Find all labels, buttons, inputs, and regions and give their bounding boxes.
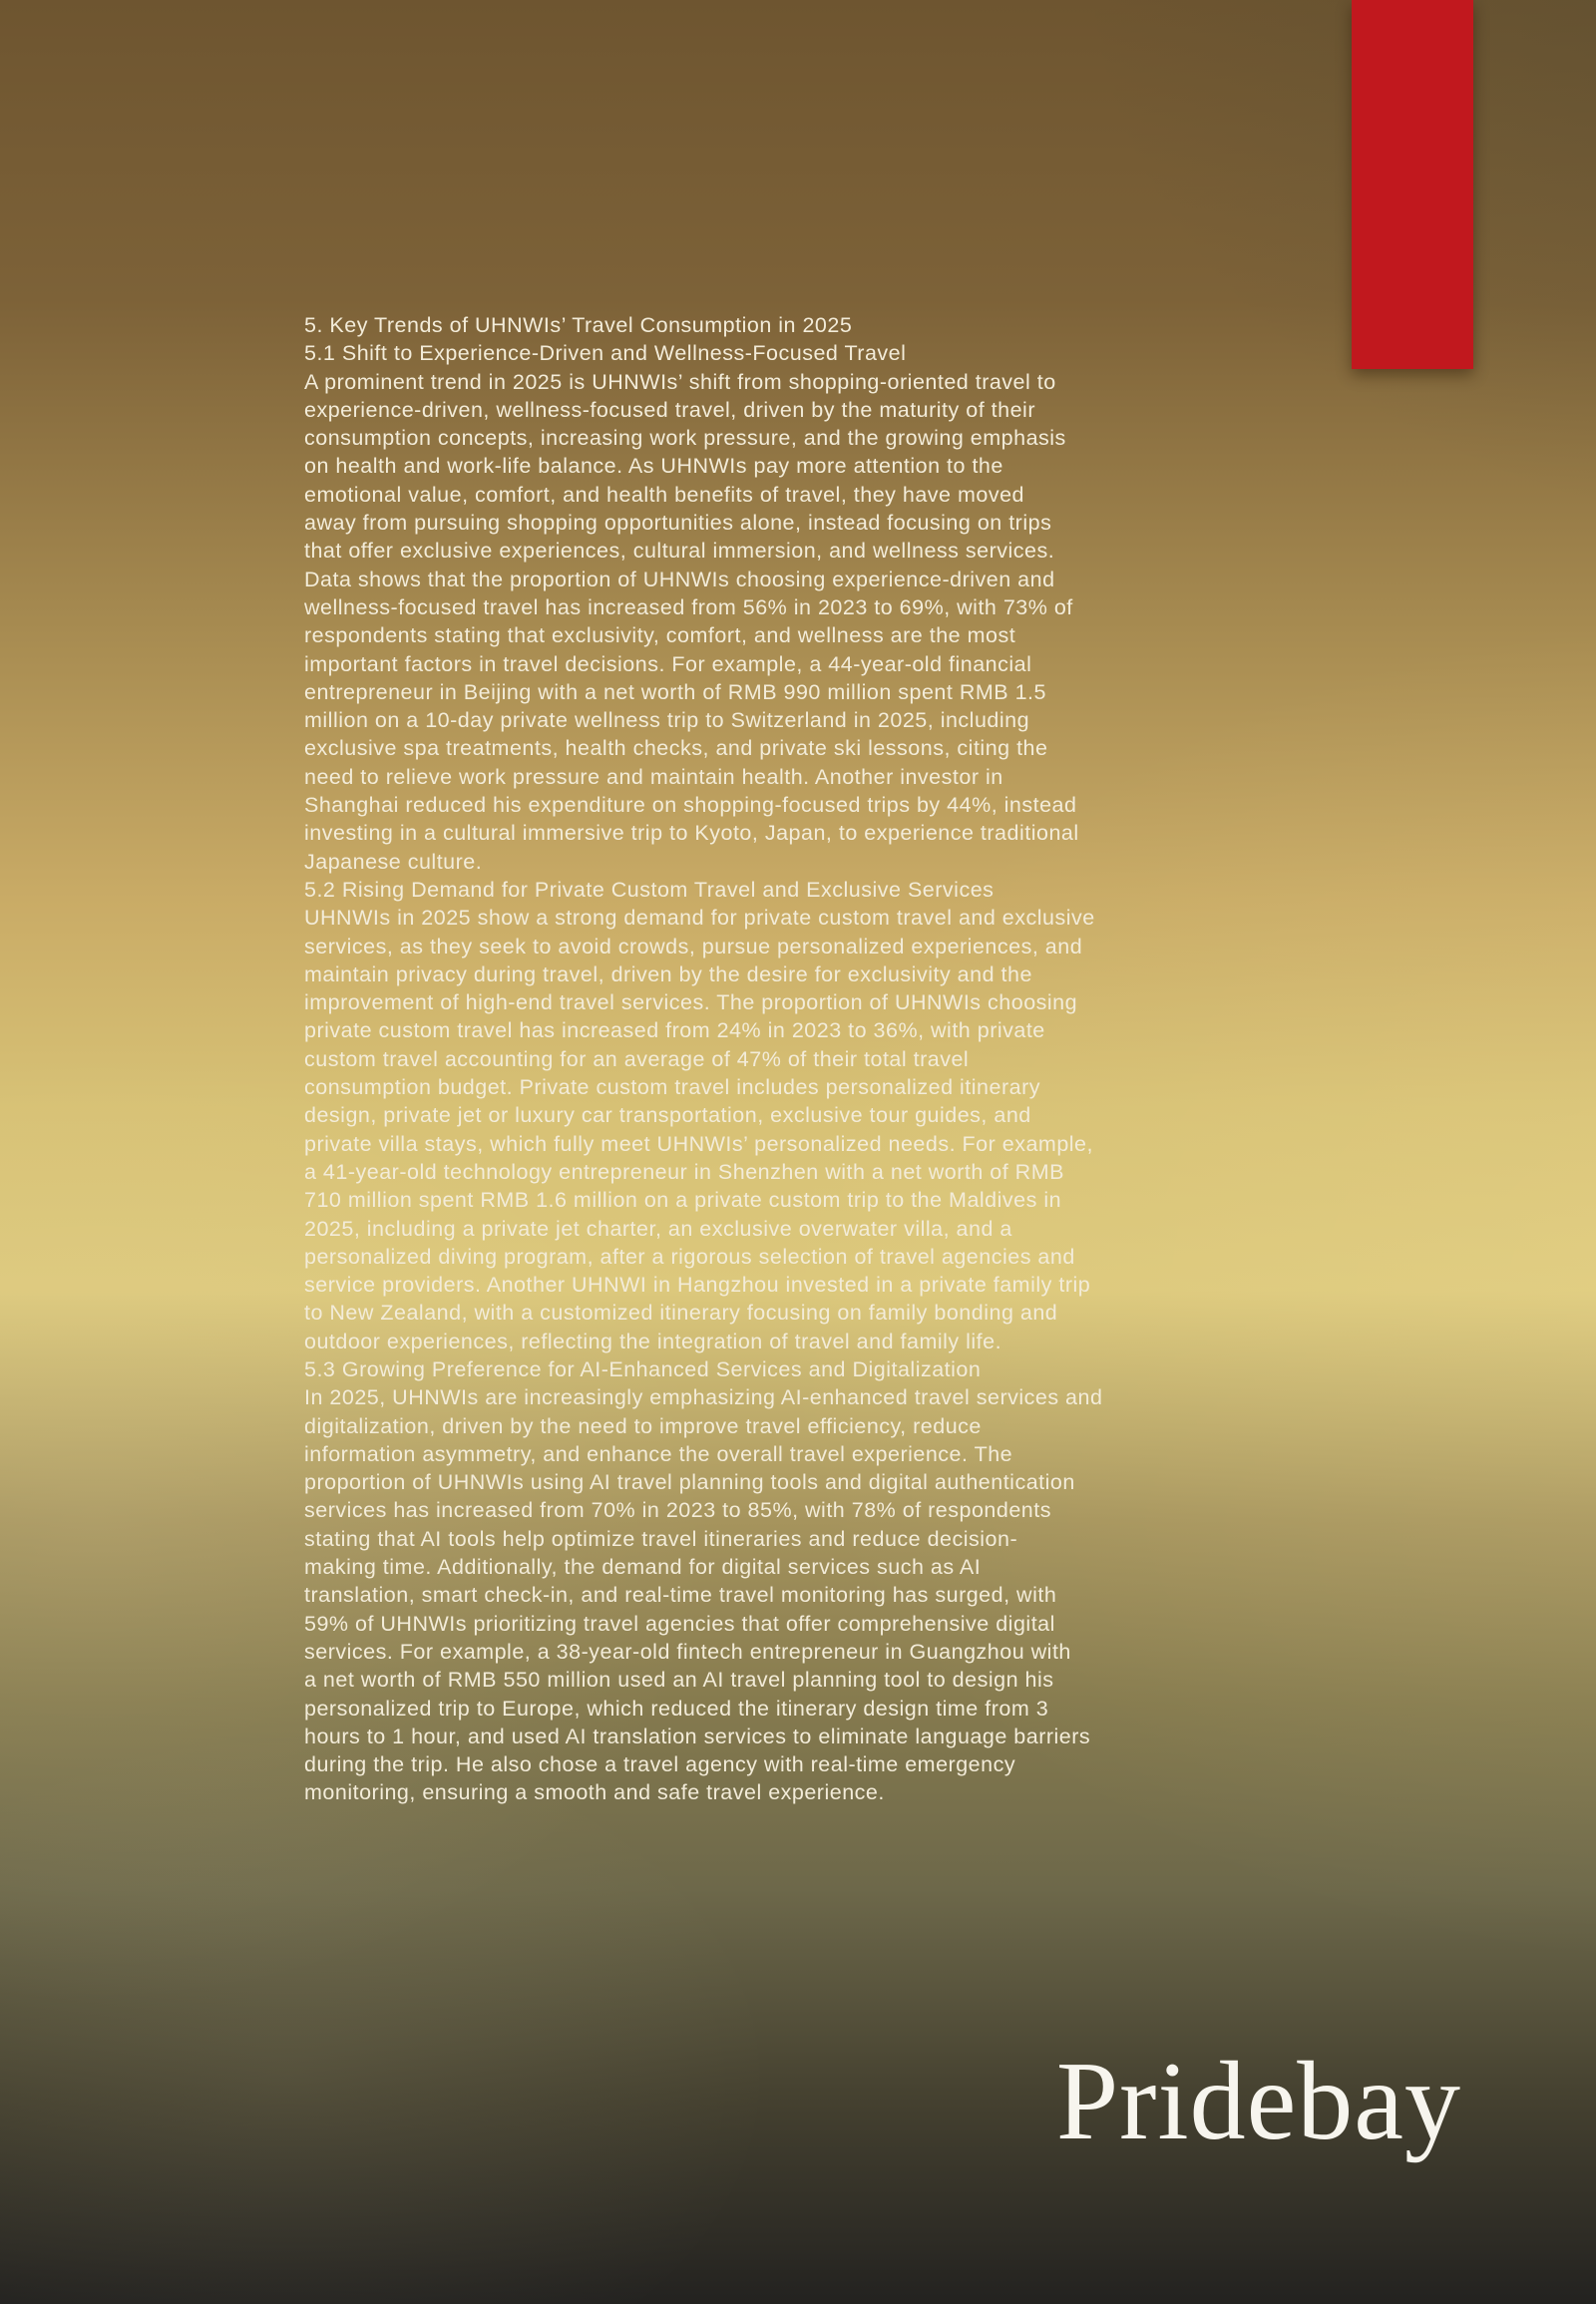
body-line: wellness-focused travel has increased from 56% in 2023 to 69%, with 73% of — [304, 594, 1073, 619]
body-line: digitalization, driven by the need to improve travel efficiency, reduce — [304, 1413, 982, 1438]
red-ribbon-decoration — [1352, 0, 1473, 369]
body-line: personalized diving program, after a rigorous selection of travel agencies and — [304, 1244, 1075, 1269]
body-line: away from pursuing shopping opportunities alone, instead focusing on trips — [304, 511, 1052, 536]
body-line: on health and work-life balance. As UHNWIs pay more attention to the — [304, 454, 1003, 479]
body-line: entrepreneur in Beijing with a net worth of RMB 990 million spent RMB 1.5 — [304, 679, 1046, 704]
body-line: making time. Additionally, the demand for digital services such as AI — [304, 1555, 982, 1580]
body-line: that offer exclusive experiences, cultural immersion, and wellness services. — [304, 539, 1055, 564]
body-line: 59% of UHNWIs prioritizing travel agencies that offer comprehensive digital — [304, 1611, 1055, 1636]
body-line: investing in a cultural immersive trip to Kyoto, Japan, to experience traditional — [304, 821, 1079, 846]
body-line: private villa stays, which fully meet UHNWIs’ personalized needs. For example, — [304, 1131, 1093, 1156]
body-line: exclusive spa treatments, health checks, and private ski lessons, citing the — [304, 736, 1048, 761]
body-line: million on a 10-day private wellness trip to Switzerland in 2025, including — [304, 708, 1030, 733]
report-text — [304, 311, 1102, 1807]
section-heading: 5.1 Shift to Experience-Driven and Wellness-Focused Travel — [304, 341, 907, 366]
body-line: 710 million spent RMB 1.6 million on a private custom trip to the Maldives in — [304, 1188, 1062, 1213]
body-line: custom travel accounting for an average of 47% of their total travel — [304, 1046, 970, 1071]
body-line: Shanghai reduced his expenditure on shopping-focused trips by 44%, instead — [304, 793, 1077, 818]
body-line: hours to 1 hour, and used AI translation services to eliminate language barriers — [304, 1724, 1091, 1748]
body-line: improvement of high-end travel services. The proportion of UHNWIs choosing — [304, 990, 1078, 1015]
body-line: translation, smart check-in, and real-time travel monitoring has surged, with — [304, 1583, 1057, 1608]
body-line: emotional value, comfort, and health benefits of travel, they have moved — [304, 482, 1025, 507]
body-line: UHNWIs in 2025 show a strong demand for private custom travel and exclusive — [304, 906, 1095, 931]
body-line: experience-driven, wellness-focused travel, driven by the maturity of their — [304, 397, 1035, 422]
body-line: design, private jet or luxury car transportation, exclusive tour guides, and — [304, 1103, 1031, 1128]
body-line: important factors in travel decisions. For example, a 44-year-old financial — [304, 651, 1032, 676]
section-heading: 5.3 Growing Preference for AI-Enhanced Services and Digitalization — [304, 1356, 982, 1381]
pridebay-logo: Pridebay — [1055, 2040, 1461, 2163]
body-line: need to relieve work pressure and maintain health. Another investor in — [304, 764, 1003, 789]
body-line: outdoor experiences, reflecting the integration of travel and family life. — [304, 1329, 1002, 1353]
body-line: Data shows that the proportion of UHNWIs choosing experience-driven and — [304, 567, 1055, 591]
body-line: services, as they seek to avoid crowds, pursue personalized experiences, and — [304, 934, 1083, 959]
body-line: consumption concepts, increasing work pressure, and the growing emphasis — [304, 426, 1066, 451]
body-line: service providers. Another UHNWI in Hangzhou invested in a private family trip — [304, 1273, 1091, 1298]
body-line: a net worth of RMB 550 million used an AI travel planning tool to design his — [304, 1668, 1054, 1693]
body-line: maintain privacy during travel, driven by the desire for exclusivity and the — [304, 961, 1032, 986]
body-line: monitoring, ensuring a smooth and safe travel experience. — [304, 1780, 885, 1805]
body-line: personalized trip to Europe, which reduced the itinerary design time from 3 — [304, 1696, 1049, 1721]
body-line: proportion of UHNWIs using AI travel planning tools and digital authentication — [304, 1470, 1075, 1495]
body-line: services. For example, a 38-year-old fintech entrepreneur in Guangzhou with — [304, 1639, 1071, 1664]
body-line: services has increased from 70% in 2023 to 85%, with 78% of respondents — [304, 1498, 1051, 1523]
body-line: a 41-year-old technology entrepreneur in Shenzhen with a net worth of RMB — [304, 1159, 1064, 1184]
body-line: respondents stating that exclusivity, comfort, and wellness are the most — [304, 623, 1016, 648]
body-line: In 2025, UHNWIs are increasingly emphasizing AI-enhanced travel services and — [304, 1385, 1103, 1410]
body-line: during the trip. He also chose a travel agency with real-time emergency — [304, 1752, 1016, 1777]
body-line: A prominent trend in 2025 is UHNWIs’ shift from shopping-oriented travel to — [304, 369, 1056, 394]
body-line: consumption budget. Private custom travel includes personalized itinerary — [304, 1075, 1041, 1100]
body-line: information asymmetry, and enhance the overall travel experience. The — [304, 1441, 1013, 1466]
report-title: 5. Key Trends of UHNWIs’ Travel Consumption in 2025 — [304, 313, 853, 337]
body-line: Japanese culture. — [304, 849, 483, 874]
body-line: stating that AI tools help optimize travel itineraries and reduce decision- — [304, 1526, 1018, 1551]
body-line: private custom travel has increased from 24% in 2023 to 36%, with private — [304, 1018, 1045, 1043]
body-line: to New Zealand, with a customized itinerary focusing on family bonding and — [304, 1301, 1058, 1326]
body-line: 2025, including a private jet charter, an exclusive overwater villa, and a — [304, 1216, 1012, 1241]
section-heading: 5.2 Rising Demand for Private Custom Travel and Exclusive Services — [304, 877, 995, 902]
